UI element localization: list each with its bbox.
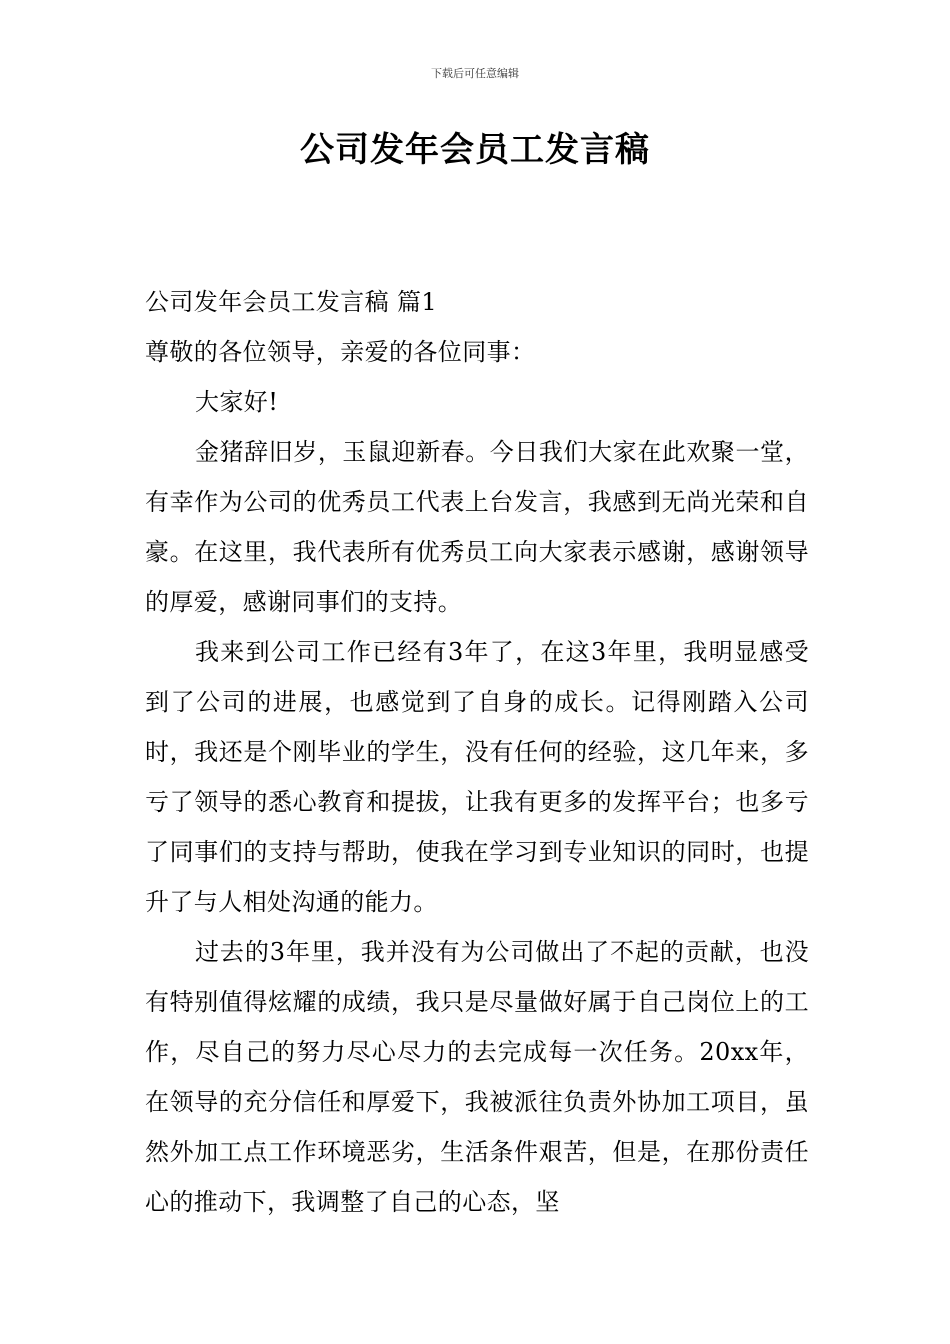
- paragraph-greeting: 大家好!: [195, 388, 279, 416]
- document-body: [145, 277, 809, 1227]
- paragraph-work: 过去的3年里，我并没有为公司做出了不起的贡献，也没有特别值得炫耀的成绩，我只是尽量做好属于自己岗位上的工作，尽自己的努力尽心尽力的去完成每一次任务。20xx年，在领导的充分信任和厚爱下，我被派往负责外协加工项目，虽然外加工点工作环境恶劣，生活条件艰苦，但是，在那份责任心的推动下，我调整了自己的心态，坚: [145, 938, 809, 1216]
- paragraph-opening: 金猪辞旧岁，玉鼠迎新春。今日我们大家在此欢聚一堂，有幸作为公司的优秀员工代表上台发言，我感到无尚光荣和自豪。在这里，我代表所有优秀员工向大家表示感谢，感谢领导的厚爱，感谢同事们的支持。: [145, 438, 809, 616]
- document-title: 公司发年会员工发言稿: [300, 130, 650, 170]
- salutation: 尊敬的各位领导，亲爱的各位同事：: [145, 338, 536, 366]
- header-note: 下载后可任意编辑: [431, 67, 519, 80]
- section-heading: 公司发年会员工发言稿 篇1: [145, 288, 438, 316]
- paragraph-growth: 我来到公司工作已经有3年了，在这3年里，我明显感受到了公司的进展，也感觉到了自身的成长。记得刚踏入公司时，我还是个刚毕业的学生，没有任何的经验，这几年来，多亏了领导的悉心教育和提拔，让我有更多的发挥平台；也多亏了同事们的支持与帮助，使我在学习到专业知识的同时，也提升了与人相处沟通的能力。: [145, 638, 809, 916]
